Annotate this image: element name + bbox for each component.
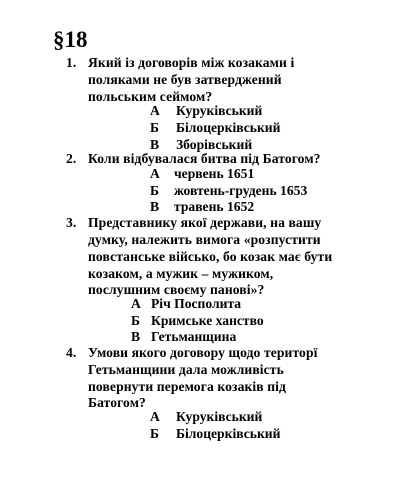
option-letter: В <box>131 329 141 344</box>
option-text: Білоцерківський <box>176 120 281 135</box>
option-text: жовтень-грудень 1653 <box>174 183 308 198</box>
option-text: Білоцерківський <box>176 426 281 441</box>
question-text-line: Коли відбувалася битва під Батогом? <box>88 151 321 166</box>
option-letter: Б <box>150 120 159 135</box>
question-text-line: Гетьманщини дала можливість <box>88 362 284 377</box>
question-text-line: Який із договорів між козаками і <box>88 55 295 70</box>
question-text-line: послушним своєму панові»? <box>88 282 265 297</box>
question-text-line: думку, належить вимога «розпустити <box>88 232 321 247</box>
option-text: Кримське ханство <box>151 313 264 328</box>
option-text: червень 1651 <box>174 166 255 181</box>
option-text: Куруківський <box>176 103 263 118</box>
option-letter: А <box>150 103 160 118</box>
option-letter: А <box>150 166 160 181</box>
option-letter: А <box>131 296 141 311</box>
option-letter: В <box>150 199 160 214</box>
option-letter: Б <box>150 426 159 441</box>
question-text-line: поляками не був затверджений <box>88 72 282 87</box>
question-text-line: Умови якого договору щодо територї <box>88 345 318 360</box>
question-number: 2. <box>66 151 77 166</box>
question-number: 4. <box>66 345 77 360</box>
option-text: Куруківський <box>176 409 263 424</box>
option-text: Зборівський <box>176 137 253 152</box>
option-letter: Б <box>150 183 159 198</box>
question-text-line: повернути перемога козаків під <box>88 379 287 394</box>
question-text-line: Представнику якої держави, на вашу <box>88 215 322 230</box>
option-letter: Б <box>131 313 140 328</box>
question-text-line: козаком, а мужик – мужиком, <box>88 266 274 281</box>
option-letter: А <box>150 409 160 424</box>
option-text: травень 1652 <box>174 199 255 214</box>
option-text: Річ Посполита <box>151 296 242 311</box>
question-text-line: Батогом? <box>88 395 146 410</box>
option-letter: В <box>150 137 160 152</box>
question-text-line: польським сеймом? <box>88 89 213 104</box>
question-number: 1. <box>66 55 77 70</box>
option-text: Гетьманщина <box>151 329 237 344</box>
question-number: 3. <box>66 215 77 230</box>
section-heading: §18 <box>53 27 88 52</box>
question-text-line: повстанське військо, бо козак має бути <box>88 249 333 264</box>
